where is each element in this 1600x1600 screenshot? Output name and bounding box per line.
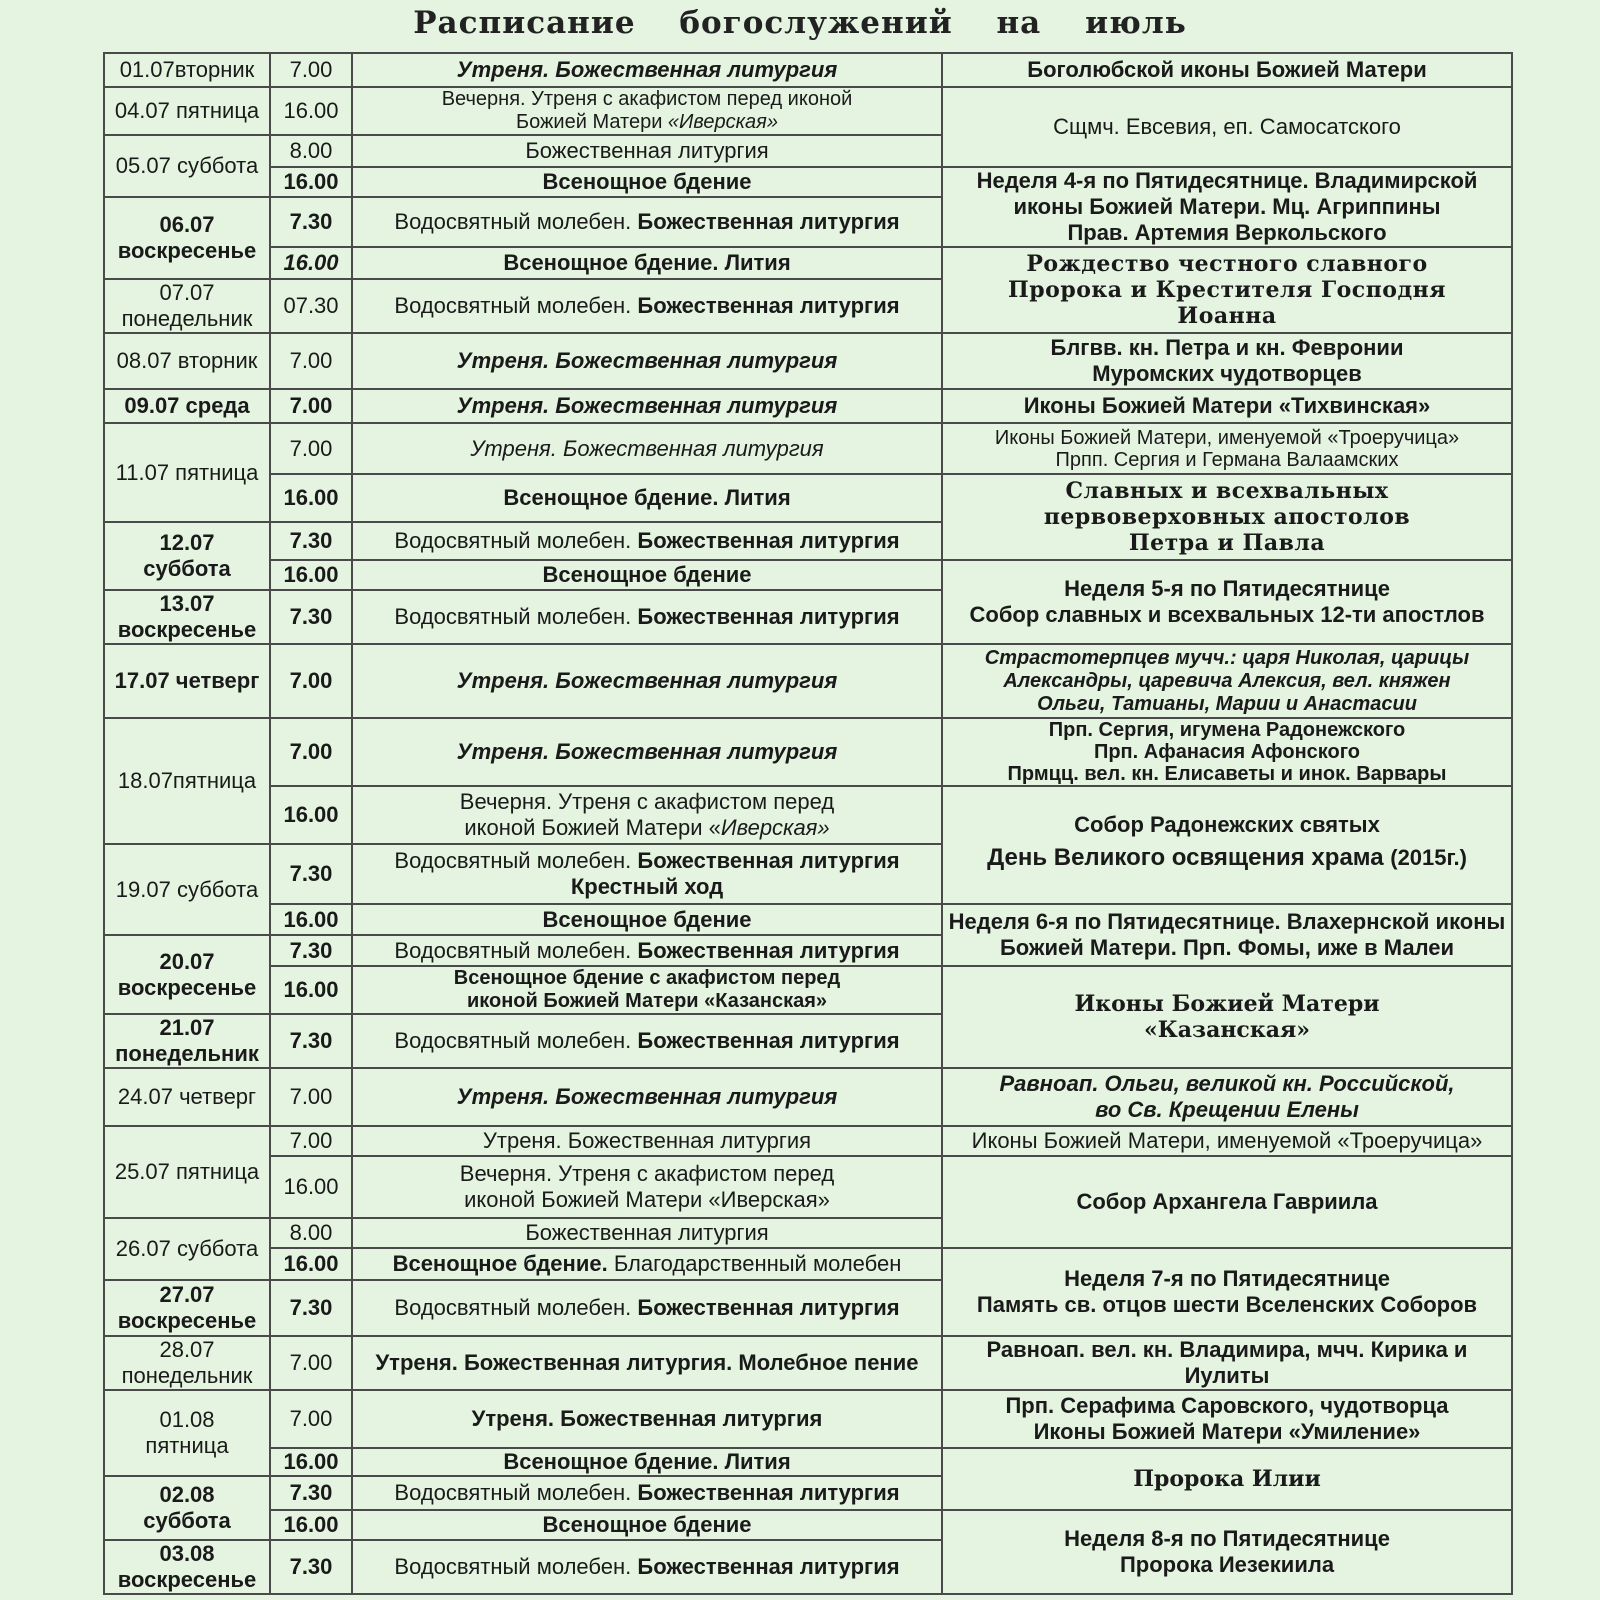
feast-text: Ольги, Татианы, Марии и Анастасии xyxy=(1037,692,1417,715)
feast-text: День Великого освящения храма xyxy=(987,844,1391,871)
time-cell: 7.30 xyxy=(270,197,352,247)
time-cell: 7.00 xyxy=(270,1126,352,1156)
time-cell: 8.00 xyxy=(270,1218,352,1248)
feast-text: Неделя 7-я по Пятидесятнице xyxy=(1064,1266,1390,1291)
feast-text: Прп. Афанасия Афонского xyxy=(1093,741,1361,763)
service-text: Божественная литургия xyxy=(637,209,900,234)
service-text: Всенощное бдение с акафистом перед xyxy=(453,967,841,989)
time-cell: 16.00 xyxy=(270,1448,352,1476)
service-text: Божественная литургия xyxy=(637,1554,900,1579)
service-cell xyxy=(352,1476,942,1510)
date-cell xyxy=(104,1280,270,1336)
time-cell: 16.00 xyxy=(270,1248,352,1280)
date-cell xyxy=(104,279,270,333)
time-cell: 16.00 xyxy=(270,1156,352,1218)
schedule-table xyxy=(103,52,1513,1595)
service-cell: Утреня. Божественная литургия xyxy=(352,1390,942,1448)
table-row xyxy=(104,53,1512,87)
table-row xyxy=(104,786,1512,844)
service-text: Вечерня. Утреня с акафистом перед xyxy=(459,789,835,814)
service-text: Божественная литургия xyxy=(637,604,900,629)
time-cell: 7.30 xyxy=(270,1014,352,1068)
date-text: 01.08 xyxy=(159,1407,215,1432)
feast-text: (2015г.) xyxy=(1390,845,1467,870)
table-row xyxy=(104,1448,1512,1476)
table-row xyxy=(104,1068,1512,1126)
date-cell: 19.07 суббота xyxy=(104,844,270,935)
service-text: Крестный ход xyxy=(570,874,724,899)
feast-cell xyxy=(942,966,1512,1068)
service-cell: Утреня. Божественная литургия xyxy=(352,423,942,474)
feast-cell xyxy=(942,786,1512,904)
time-cell: 7.30 xyxy=(270,935,352,966)
service-text: Божественная литургия xyxy=(637,848,900,873)
feast-text: во Св. Крещении Елены xyxy=(1095,1097,1359,1122)
feast-text: Петра и Павла xyxy=(1128,530,1326,556)
service-text: Божественная литургия xyxy=(637,528,900,553)
time-cell: 7.00 xyxy=(270,423,352,474)
date-cell: 05.07 суббота xyxy=(104,135,270,197)
feast-text: Неделя 6-я по Пятидесятнице. Влахернской иконы xyxy=(948,909,1506,934)
service-cell xyxy=(352,197,942,247)
service-text: Водосвятный молебен. xyxy=(394,604,638,629)
title-word: богослужений xyxy=(679,5,953,41)
time-cell: 7.30 xyxy=(270,844,352,904)
feast-text: Рождество честного славного xyxy=(1026,251,1428,277)
service-cell: Всенощное бдение xyxy=(352,1510,942,1540)
feast-text: Собор славных и всехвальных 12-ти апостлов xyxy=(969,602,1485,627)
service-text: Вечерня. Утреня с акафистом перед иконой xyxy=(441,88,853,110)
weekday-text: воскресенье xyxy=(117,974,257,1000)
feast-cell: Собор Архангела Гавриила xyxy=(942,1156,1512,1248)
service-cell: Утреня. Божественная литургия xyxy=(352,53,942,87)
table-row xyxy=(104,474,1512,522)
date-text: 02.08 xyxy=(159,1482,215,1507)
feast-text: Собор Радонежских святых xyxy=(1074,812,1380,837)
feast-text: иконы Божией Матери. Мц. Агриппины xyxy=(1013,194,1441,219)
weekday-text: пятница xyxy=(145,1433,229,1458)
table-row xyxy=(104,718,1512,786)
date-cell xyxy=(104,522,270,590)
feast-text: Прпп. Сергия и Германа Валаамских xyxy=(1055,448,1399,471)
date-cell xyxy=(104,1336,270,1390)
service-text: Божественная литургия xyxy=(637,937,900,963)
date-text: 21.07 xyxy=(159,1015,215,1040)
time-cell: 7.00 xyxy=(270,644,352,718)
time-cell: 7.30 xyxy=(270,1540,352,1594)
service-cell: Утреня. Божественная литургия. Молебное пение xyxy=(352,1336,942,1390)
service-cell xyxy=(352,1248,942,1280)
title-word: на xyxy=(996,5,1042,41)
service-cell: Утреня. Божественная литургия xyxy=(352,1126,942,1156)
date-text: 13.07 xyxy=(159,591,215,616)
service-cell: Всенощное бдение xyxy=(352,904,942,935)
time-cell: 7.00 xyxy=(270,1390,352,1448)
date-cell xyxy=(104,1540,270,1594)
date-text: 28.07 xyxy=(159,1337,215,1362)
table-row xyxy=(104,87,1512,135)
time-cell: 16.00 xyxy=(270,904,352,935)
service-text: Вечерня. Утреня с акафистом перед xyxy=(459,1161,835,1186)
feast-cell xyxy=(942,423,1512,474)
feast-cell xyxy=(942,718,1512,786)
date-cell: 26.07 суббота xyxy=(104,1218,270,1280)
time-cell: 16.00 xyxy=(270,966,352,1014)
date-cell xyxy=(104,1014,270,1068)
service-cell: Всенощное бдение xyxy=(352,560,942,590)
table-row xyxy=(104,904,1512,935)
service-cell: Всенощное бдение xyxy=(352,167,942,197)
service-cell xyxy=(352,786,942,844)
feast-text: Прп. Серафима Саровского, чудотворца xyxy=(1005,1393,1449,1418)
date-cell: 08.07 вторник xyxy=(104,333,270,389)
service-cell xyxy=(352,966,942,1014)
service-text: Божественная литургия xyxy=(637,1028,900,1053)
date-cell: 25.07 пятница xyxy=(104,1126,270,1218)
date-text: 06.07 xyxy=(159,212,215,237)
weekday-text: суббота xyxy=(143,556,231,581)
time-cell: 07.30 xyxy=(270,279,352,333)
weekday-text: понедельник xyxy=(121,1363,253,1388)
feast-cell xyxy=(942,1068,1512,1126)
time-cell: 7.30 xyxy=(270,522,352,560)
feast-cell xyxy=(942,560,1512,644)
date-text: 20.07 xyxy=(159,948,215,974)
date-cell: 18.07пятница xyxy=(104,718,270,844)
service-text: Водосвятный молебен. xyxy=(394,848,638,873)
service-cell xyxy=(352,935,942,966)
date-cell: 11.07 пятница xyxy=(104,423,270,522)
weekday-text: воскресенье xyxy=(117,1567,257,1592)
table-row xyxy=(104,247,1512,279)
date-cell xyxy=(104,935,270,1014)
date-cell: 24.07 четверг xyxy=(104,1068,270,1126)
weekday-text: воскресенье xyxy=(117,617,257,642)
time-cell: 16.00 xyxy=(270,87,352,135)
date-text: 07.07 xyxy=(159,280,215,305)
date-cell xyxy=(104,197,270,279)
date-cell: 17.07 четверг xyxy=(104,644,270,718)
time-cell: 16.00 xyxy=(270,560,352,590)
service-text: Благодарственный молебен xyxy=(613,1251,902,1276)
service-cell: Всенощное бдение. Лития xyxy=(352,247,942,279)
feast-text: Славных и всехвальных xyxy=(1065,478,1389,504)
table-row xyxy=(104,966,1512,1014)
service-cell: Утреня. Божественная литургия xyxy=(352,1068,942,1126)
date-text: 03.08 xyxy=(159,1541,215,1566)
feast-cell xyxy=(942,1248,1512,1336)
feast-text: Равноап. Ольги, великой кн. Российской, xyxy=(999,1071,1455,1096)
service-cell: Утреня. Божественная литургия xyxy=(352,644,942,718)
service-text: Водосвятный молебен. xyxy=(394,1295,638,1320)
service-text: Божественная литургия xyxy=(637,1480,900,1505)
service-cell: Утреня. Божественная литургия xyxy=(352,718,942,786)
time-cell: 7.00 xyxy=(270,53,352,87)
table-row xyxy=(104,560,1512,590)
time-cell: 7.00 xyxy=(270,389,352,423)
feast-cell xyxy=(942,247,1512,333)
service-text: иконой Божией Матери «Иверская» xyxy=(464,1187,830,1212)
service-text: Водосвятный молебен. xyxy=(394,528,638,553)
service-text: Божественная литургия xyxy=(637,293,900,318)
feast-text: Пророка Иезекиила xyxy=(1119,1552,1335,1577)
table-row xyxy=(104,644,1512,718)
table-row xyxy=(104,1126,1512,1156)
feast-text: Александры, царевича Алексия, вел. княжен xyxy=(1003,669,1451,692)
service-text: Водосвятный молебен. xyxy=(394,209,638,234)
feast-text: Прмцц. вел. кн. Елисаветы и инок. Варвары xyxy=(1007,763,1447,785)
feast-text: Иконы Божией Матери xyxy=(1074,991,1380,1017)
feast-text: Иконы Божией Матери «Умиление» xyxy=(1033,1419,1421,1444)
feast-cell: Пророка Илии xyxy=(942,1448,1512,1510)
time-cell: 16.00 xyxy=(270,786,352,844)
service-cell: Всенощное бдение. Лития xyxy=(352,474,942,522)
table-row xyxy=(104,1390,1512,1448)
time-cell: 7.00 xyxy=(270,1336,352,1390)
feast-text: первоверховных апостолов xyxy=(1043,504,1411,530)
time-cell: 7.00 xyxy=(270,718,352,786)
service-cell xyxy=(352,87,942,135)
service-cell xyxy=(352,844,942,904)
feast-text: Неделя 8-я по Пятидесятнице xyxy=(1064,1526,1390,1551)
feast-cell: Боголюбской иконы Божией Матери xyxy=(942,53,1512,87)
time-cell: 8.00 xyxy=(270,135,352,167)
time-cell: 7.00 xyxy=(270,333,352,389)
feast-cell: Иконы Божией Матери, именуемой «Троеручица» xyxy=(942,1126,1512,1156)
feast-text: Божией Матери. Прп. Фомы, иже в Малеи xyxy=(999,935,1455,960)
feast-text: Иконы Божией Матери, именуемой «Троеручица» xyxy=(994,426,1460,449)
time-cell: 7.30 xyxy=(270,1476,352,1510)
time-cell: 7.00 xyxy=(270,1068,352,1126)
title-word: Расписание xyxy=(413,5,636,41)
service-text: Божией Матери xyxy=(516,111,668,133)
date-text: 12.07 xyxy=(159,530,215,555)
feast-cell: Равноап. вел. кн. Владимира, мчч. Кирика и Иулиты xyxy=(942,1336,1512,1390)
weekday-text: воскресенье xyxy=(117,238,257,263)
time-cell: 16.00 xyxy=(270,474,352,522)
feast-cell xyxy=(942,333,1512,389)
time-cell: 7.30 xyxy=(270,1280,352,1336)
service-cell xyxy=(352,522,942,560)
service-cell xyxy=(352,279,942,333)
feast-text: Неделя 5-я по Пятидесятнице xyxy=(1064,576,1390,601)
service-cell xyxy=(352,1540,942,1594)
service-text: Водосвятный молебен. xyxy=(394,1028,638,1053)
feast-cell xyxy=(942,474,1512,560)
service-text: Водосвятный молебен. xyxy=(394,1554,638,1579)
feast-cell xyxy=(942,1510,1512,1594)
date-cell: 04.07 пятница xyxy=(104,87,270,135)
feast-text: Неделя 4-я по Пятидесятнице. Владимирской xyxy=(976,168,1478,193)
table-row xyxy=(104,1156,1512,1218)
feast-text: Прав. Артемия Веркольского xyxy=(1067,220,1387,245)
service-cell xyxy=(352,1156,942,1218)
service-text: Водосвятный молебен. xyxy=(394,1480,638,1505)
service-cell xyxy=(352,1280,942,1336)
feast-cell xyxy=(942,644,1512,718)
table-row xyxy=(104,1510,1512,1540)
service-cell: Божественная литургия xyxy=(352,135,942,167)
date-cell xyxy=(104,1476,270,1540)
service-cell: Всенощное бдение. Лития xyxy=(352,1448,942,1476)
date-cell: 01.07вторник xyxy=(104,53,270,87)
service-cell: Утреня. Божественная литургия xyxy=(352,333,942,389)
table-row xyxy=(104,1248,1512,1280)
feast-cell xyxy=(942,1390,1512,1448)
service-cell: Утреня. Божественная литургия xyxy=(352,389,942,423)
service-text: Божественная литургия xyxy=(637,1295,900,1320)
time-cell: 7.30 xyxy=(270,590,352,644)
service-text: иконой Божией Матери « xyxy=(464,815,721,840)
service-cell xyxy=(352,590,942,644)
feast-text: Блгвв. кн. Петра и кн. Февронии xyxy=(1050,335,1404,360)
date-text: 27.07 xyxy=(159,1282,215,1307)
weekday-text: понедельник xyxy=(115,1041,259,1066)
weekday-text: суббота xyxy=(143,1508,231,1533)
date-cell xyxy=(104,1390,270,1476)
service-text: Водосвятный молебен. xyxy=(394,293,638,318)
feast-text: Иоанна xyxy=(1177,303,1277,329)
feast-cell xyxy=(942,904,1512,966)
feast-text: «Казанская» xyxy=(1144,1017,1310,1043)
date-cell: 09.07 среда xyxy=(104,389,270,423)
date-cell xyxy=(104,590,270,644)
service-text: «Иверская» xyxy=(667,111,778,133)
feast-text: Страстотерпцев мучч.: царя Николая, царицы xyxy=(984,646,1470,669)
time-cell: 16.00 xyxy=(270,1510,352,1540)
table-row xyxy=(104,423,1512,474)
feast-cell xyxy=(942,167,1512,247)
table-row xyxy=(104,389,1512,423)
feast-text: Прп. Сергия, игумена Радонежского xyxy=(1048,719,1406,741)
feast-cell: Сщмч. Евсевия, еп. Самосатского xyxy=(942,87,1512,167)
feast-text: Память св. отцов шести Вселенских Соборов xyxy=(976,1292,1478,1317)
weekday-text: воскресенье xyxy=(117,1308,257,1333)
service-text: Иверская» xyxy=(720,815,830,840)
table-row xyxy=(104,1336,1512,1390)
service-cell xyxy=(352,1014,942,1068)
service-text: Водосвятный молебен. xyxy=(394,937,638,963)
time-cell: 16.00 xyxy=(270,247,352,279)
page-title xyxy=(0,0,1600,46)
feast-cell: Иконы Божией Матери «Тихвинская» xyxy=(942,389,1512,423)
service-cell: Божественная литургия xyxy=(352,1218,942,1248)
time-cell: 16.00 xyxy=(270,167,352,197)
table-row xyxy=(104,333,1512,389)
service-text: Всенощное бдение. xyxy=(392,1251,614,1276)
feast-text: Муромских чудотворцев xyxy=(1092,361,1362,386)
weekday-text: понедельник xyxy=(121,306,253,331)
table-row xyxy=(104,167,1512,197)
title-month: июль xyxy=(1085,5,1187,41)
feast-text: Пророка и Крестителя Господня xyxy=(1007,277,1446,303)
service-text: иконой Божией Матери «Казанская» xyxy=(466,990,828,1012)
